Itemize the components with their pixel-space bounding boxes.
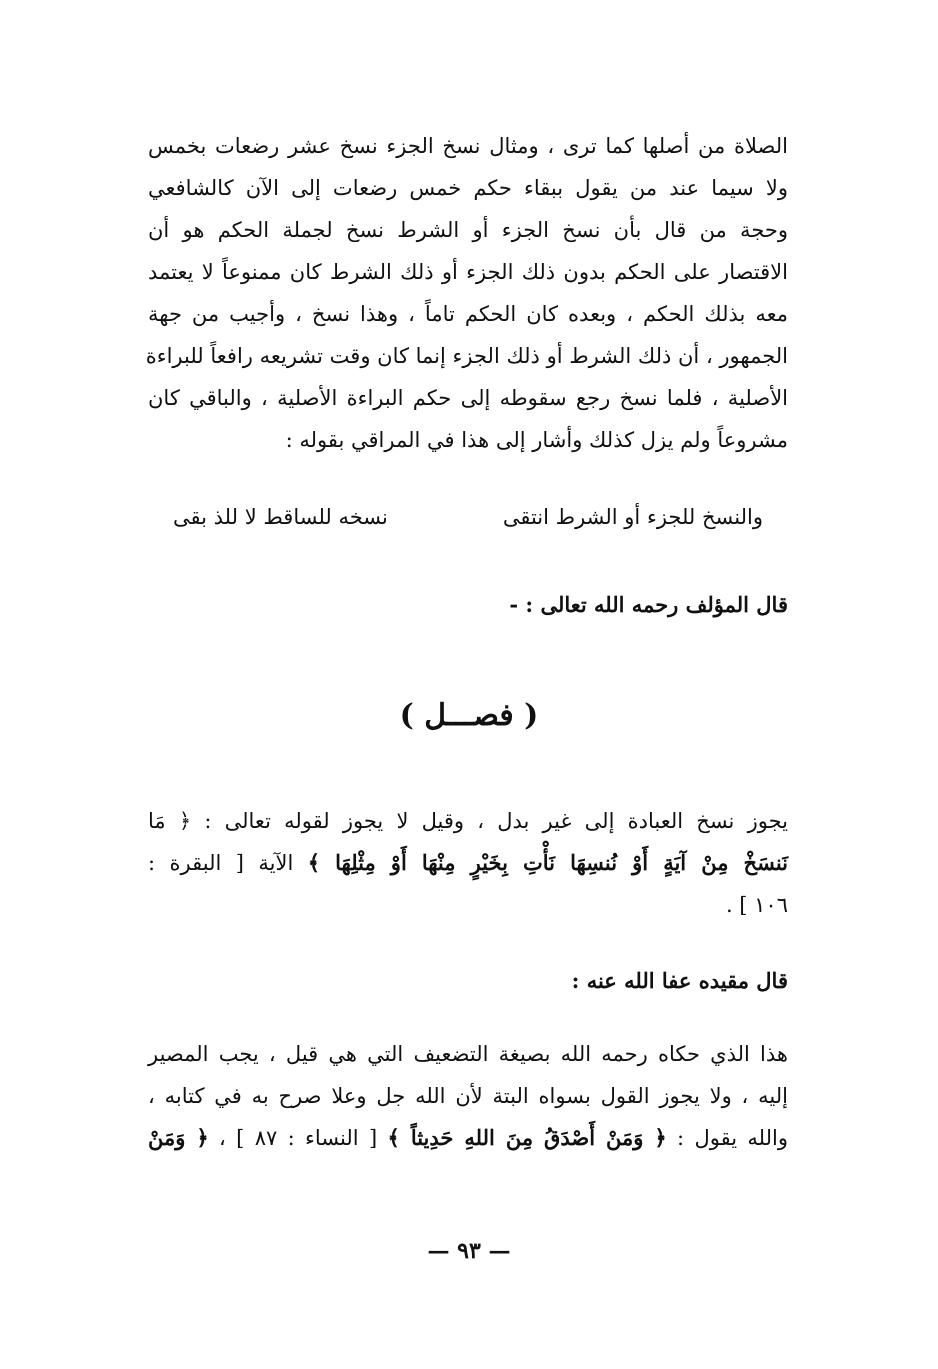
verse-second-hemistich: نسخه للساقط لا للذ بقى — [173, 505, 388, 529]
text-line: هذا الذي حكاه رحمه الله بصيغة التضعيف التي هي قيل ، يجب المصير — [148, 1042, 788, 1066]
poetry-verse — [173, 505, 763, 555]
text-line — [148, 842, 788, 884]
quran-verse: نَنسَخْ مِنْ آيَةٍ أَوْ نُنسِهَا نَأْتِ بِخَيْرٍ مِنْهَا أَوْ مِثْلِهَا ﴾ — [307, 850, 788, 875]
text-line: يجوز نسخ العبادة إلى غير بدل ، وقيل لا يجوز لقوله تعالى : ﴿ مَا — [148, 809, 788, 833]
author-heading: قال المؤلف رحمه الله تعالى : - — [509, 592, 788, 617]
text-line: الأصلية ، فلما نسخ رجع سقوطه إلى حكم البراءة الأصلية ، والباقي كان — [148, 386, 788, 410]
text-fragment: والله يقول : — [666, 1126, 788, 1150]
text-line: معه بذلك الحكم ، وبعده كان الحكم تاماً ، وهذا نسخ ، وأجيب من جهة — [148, 302, 788, 326]
text-line: مشروعاً ولم يزل كذلك وأشار إلى هذا في المراقي بقوله : — [285, 428, 788, 452]
paragraph-main-text — [148, 800, 788, 926]
text-line — [148, 1117, 788, 1159]
text-line: ١٠٦ ] . — [725, 893, 788, 917]
text-line: ولا سيما عند من يقول ببقاء حكم خمس رضعات إلى الآن كالشافعي — [148, 176, 788, 200]
text-line: الجمهور ، أن ذلك الشرط أو ذلك الجزء إنما كان وقت تشريعه رافعاً للبراءة — [145, 344, 788, 368]
paragraph-editor-note — [148, 1033, 788, 1159]
section-title: ( فصـــل ) — [399, 698, 539, 733]
verse-reference: [ النساء : ٨٧ ] ، — [208, 1126, 388, 1150]
editor-heading: قال مقيده عفا الله عنه : — [571, 968, 788, 993]
text-line: الصلاة من أصلها كما ترى ، ومثال نسخ الجزء نسخ عشر رضعات بخمس — [148, 134, 788, 158]
verse-reference: الآية [ البقرة : — [148, 851, 308, 875]
quran-verse-start: ﴿ وَمَنْ — [148, 1125, 209, 1150]
text-line: إليه ، ولا يجوز القول بسواه البتة لأن الله جل وعلا صرح به في كتابه ، — [148, 1084, 788, 1108]
paragraph-commentary — [145, 125, 788, 461]
page-number: — ٩٣ — — [427, 1238, 511, 1264]
verse-first-hemistich: والنسخ للجزء أو الشرط انتقى — [502, 505, 763, 529]
text-line: وحجة من قال بأن نسخ الجزء أو الشرط نسخ لجملة الحكم هو أن — [148, 218, 788, 242]
quran-verse: ﴿ وَمَنْ أَصْدَقُ مِنَ اللهِ حَدِيثاً ﴾ — [387, 1125, 667, 1150]
text-line: الاقتصار على الحكم بدون ذلك الجزء أو ذلك الشرط كان ممنوعاً لا يعتمد — [148, 260, 788, 284]
